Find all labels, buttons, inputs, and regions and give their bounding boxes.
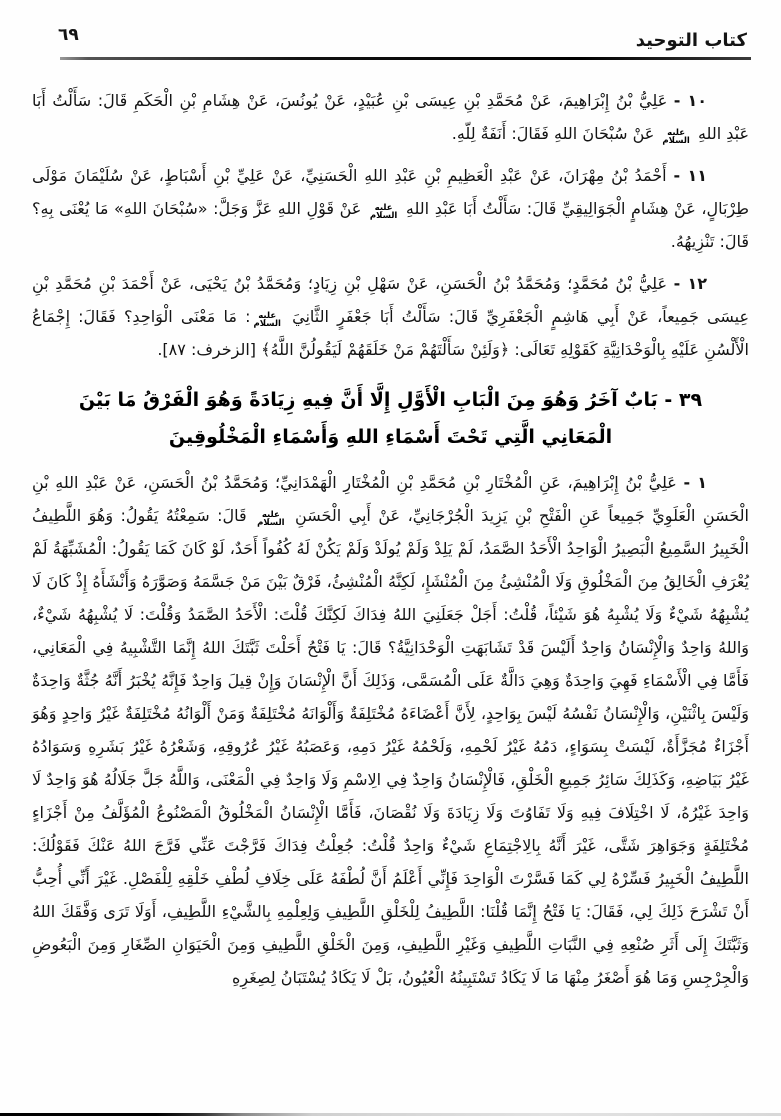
hadith-number: ١٢ -	[673, 274, 707, 293]
alayhi-salam-symbol: عليه السلام	[662, 128, 690, 146]
alayhi-salam-symbol: عليه السلام	[257, 510, 285, 528]
chapter-heading-line2: الْمَعَانِي الَّتِي تَحْتَ أَسْمَاءِ اللهِ وَأَسْمَاءِ الْمَخْلُوقِينَ	[168, 426, 613, 448]
book-title: كتاب التوحيد	[635, 30, 747, 51]
chapter-heading	[32, 382, 749, 456]
hadith-number: ١ -	[683, 473, 707, 492]
page-header	[30, 25, 751, 57]
hadith-text: عَلِيُّ بْنُ إِبْرَاهِيمَ، عَنْ مُحَمَّدِ بْنِ عِيسَى بْنِ عُبَيْدٍ، عَنْ يُونُسَ، عَنْ هِشَامِ بْنِ الْحَكَمِ قَالَ: سَأَلْتُ أَبَا عَبْدِ اللهِ عليه السلام عَنْ سُبْحَانَ اللهِ فَقَالَ: أَنَفَةٌ لِلّهِ.	[32, 91, 749, 146]
hadith-paragraph-10	[32, 84, 749, 150]
hadith-text: أَحْمَدُ بْنُ مِهْرَانَ، عَنْ عَبْدِ الْعَظِيمِ بْنِ عَبْدِ اللهِ الْحَسَنِيِّ، عَنْ عَلِيِّ بْنِ أَسْبَاطٍ، عَنْ سُلَيْمَانَ مَوْلَى طِرْبَالٍ، عَنْ هِشَامٍ الْجَوَالِيقِيِّ قَالَ: سَأَلْتُ أَبَا عَبْدِ اللهِ عليه السلام عَنْ قَوْلِ اللهِ عَزَّ وَجَلَّ: «سُبْحَانَ اللهِ» مَا يُعْنَى بِهِ؟ قَالَ: تَنْزِيهُهُ.	[32, 166, 750, 251]
page-body	[30, 74, 751, 994]
hadith-text: عَلِيُّ بْنُ إِبْرَاهِيمَ، عَنِ الْمُخْتَارِ بْنِ مُحَمَّدِ بْنِ الْمُخْتَارِ الْهَمْدَانِيِّ؛ وَمُحَمَّدُ بْنُ الْحَسَنِ، عَنْ عَبْدِ اللهِ بْنِ الْحَسَنِ الْعَلَوِيِّ جَمِيعاً عَنِ الْفَتْحِ بْنِ يَزِيدَ الْجُرْجَانِيِّ، عَنْ أَبِي الْحَسَنِ عليه السلام قَالَ: سَمِعْتُهُ يَقُولُ: وَهُوَ اللَّطِيفُ الْخَبِيرُ السَّمِيعُ الْبَصِيرُ الْوَاحِدُ الْأَحَدُ الصَّمَدُ، لَمْ يَلِدْ وَلَمْ يُولَدْ وَلَمْ يَكُنْ لَهُ كُفُواً أَحَدٌ، لَوْ كَانَ كَمَا يَقُولُ: الْمُشَبِّهَةُ لَمْ يُعْرَفِ الْخَالِقُ مِنَ الْمَخْلُوقِ وَلَا الْمُنْشِئُ مِنَ الْمُنْشَإِ، لَكِنَّهُ الْمُنْشِئُ، فَرْقٌ بَيْنَ مَنْ جَسَّمَهُ وَصَوَّرَهُ وَأَنْشَأَهُ إِذْ كَانَ لَا يُشْبِهُهُ شَيْءٌ وَلَا يُشْبِهُ هُوَ شَيْئاً، قُلْتُ: أَجَلْ جَعَلَنِيَ اللهُ فِدَاكَ لَكِنَّكَ قُلْتَ: الْأَحَدُ الصَّمَدُ وَقُلْتَ: لَا يُشْبِهُهُ شَيْءٌ، وَاللهُ وَاحِدٌ وَالْإِنْسَانُ وَاحِدٌ أَلَيْسَ قَدْ تَشَابَهَتِ الْوَحْدَانِيَّةُ؟ قَالَ: يَا فَتْحُ أَحَلْتَ ثَبَّتَكَ اللهُ إِنَّمَا التَّشْبِيهُ فِي الْمَعَانِي، فَأَمَّا فِي الْأَسْمَاءِ فَهِيَ وَاحِدَةٌ وَهِيَ دَالَّةٌ عَلَى الْمُسَمَّى، وَذَلِكَ أَنَّ الْإِنْسَانَ وَإِنْ قِيلَ وَاحِدٌ فَإِنَّهُ يُخْبَرُ أَنَّهُ جُثَّةٌ وَاحِدَةٌ وَلَيْسَ بِاثْنَيْنِ، وَالْإِنْسَانُ نَفْسُهُ لَيْسَ بِوَاحِدٍ، لِأَنَّ أَعْضَاءَهُ مُخْتَلِفَةٌ وَأَلْوَانَهُ مُخْتَلِفَةٌ وَمَنْ أَلْوَانُهُ مُخْتَلِفَةٌ غَيْرُ وَاحِدٍ وَهُوَ أَجْزَاءٌ مُجَزَّأَةٌ، لَيْسَتْ بِسَوَاءٍ، دَمُهُ غَيْرُ لَحْمِهِ، وَلَحْمُهُ غَيْرُ دَمِهِ، وَعَصَبُهُ غَيْرُ عُرُوقِهِ، وَشَعْرُهُ غَيْرُ بَشَرِهِ وَسَوَادُهُ غَيْرُ بَيَاضِهِ، وَكَذَلِكَ سَائِرُ جَمِيعِ الْخَلْقِ، فَالْإِنْسَانُ وَاحِدٌ فِي الِاسْمِ وَلَا وَاحِدٌ فِي الْمَعْنَى، وَاللَّهُ جَلَّ جَلَالُهُ هُوَ وَاحِدٌ لَا وَاحِدَ غَيْرُهُ، لَا اخْتِلَافَ فِيهِ وَلَا تَفَاوُتَ وَلَا زِيَادَةَ وَلَا نُقْصَانَ، فَأَمَّا الْإِنْسَانُ الْمَخْلُوقُ الْمَصْنُوعُ الْمُؤَلَّفُ مِنْ أَجْزَاءٍ مُخْتَلِفَةٍ وَجَوَاهِرَ شَتَّى، غَيْرَ أَنَّهُ بِالِاجْتِمَاعِ شَيْءٌ وَاحِدٌ قُلْتُ: جُعِلْتُ فِدَاكَ فَرَّجْتَ عَنِّي فَرَّجَ اللهُ عَنْكَ فَقَوْلُكَ: اللَّطِيفُ الْخَبِيرُ فَسِّرْهُ لِي كَمَا فَسَّرْتَ الْوَاحِدَ فَإِنِّي أَعْلَمُ أَنَّ لُطْفَهُ عَلَى خِلَافِ لُطْفِ خَلْقِهِ لِلْفَصْلِ. غَيْرَ أَنِّي أُحِبُّ أَنْ تَشْرَحَ ذَلِكَ لِي، فَقَالَ: يَا فَتْحُ إِنَّمَا قُلْنَا: اللَّطِيفُ لِلْخَلْقِ اللَّطِيفِ وَلِعِلْمِهِ بِالشَّيْءِ اللَّطِيفِ، أَوَلَا تَرَى وَفَّقَكَ اللهُ وَثَبَّتَكَ إِلَى أَثَرِ صُنْعِهِ فِي النَّبَاتِ اللَّطِيفِ وَغَيْرِ اللَّطِيفِ، وَمِنَ الْخَلْقِ اللَّطِيفِ وَمِنَ الْحَيَوَانِ الصِّغَارِ وَمِنَ الْبَعُوضِ وَالْجِرْجِسِ وَمَا هُوَ أَصْغَرُ مِنْهَا مَا لَا يَكَادُ تَسْتَبِينُهُ الْعُيُونُ، بَلْ لَا يَكَادُ يُسْتَبَانُ لِصِغَرِهِ	[32, 473, 749, 987]
header-rule	[60, 57, 751, 60]
hadith-paragraph-11	[32, 159, 749, 258]
hadith-number: ١٠ -	[673, 91, 707, 110]
hadith-number: ١١ -	[673, 166, 707, 185]
hadith-paragraph-12	[32, 267, 749, 366]
hadith-paragraph-1	[32, 466, 749, 994]
page-bottom-rule	[0, 1113, 781, 1116]
chapter-heading-line1: ٣٩ - بَابٌ آخَرُ وَهُوَ مِنَ الْبَابِ الْأَوَّلِ إِلَّا أَنَّ فِيهِ زِيَادَةً وَهُوَ الْفَرْقُ مَا بَيْنَ	[78, 389, 703, 411]
page-number: ٦٩	[58, 25, 79, 45]
alayhi-salam-symbol: عليه السلام	[253, 311, 281, 329]
hadith-text: عَلِيُّ بْنُ مُحَمَّدٍ؛ وَمُحَمَّدُ بْنُ الْحَسَنِ، عَنْ سَهْلِ بْنِ زِيَادٍ؛ وَمُحَمَّدُ بْنُ يَحْيَى، عَنْ أَحْمَدَ بْنِ مُحَمَّدِ بْنِ عِيسَى جَمِيعاً، عَنْ أَبِي هَاشِمٍ الْجَعْفَرِيِّ قَالَ: سَأَلْتُ أَبَا جَعْفَرٍ الثَّانِيَ عليه السلام: مَا مَعْنَى الْوَاحِدِ؟ فَقَالَ: إِجْمَاعُ الْأَلْسُنِ عَلَيْهِ بِالْوَحْدَانِيَّةِ كَقَوْلِهِ تَعَالَى: ﴿وَلَئِنْ سَأَلْتَهُمْ مَنْ خَلَقَهُمْ لَيَقُولُنَّ اللَّهُ﴾ [الزخرف: ٨٧].	[32, 274, 749, 359]
alayhi-salam-symbol: عليه السلام	[369, 203, 398, 221]
